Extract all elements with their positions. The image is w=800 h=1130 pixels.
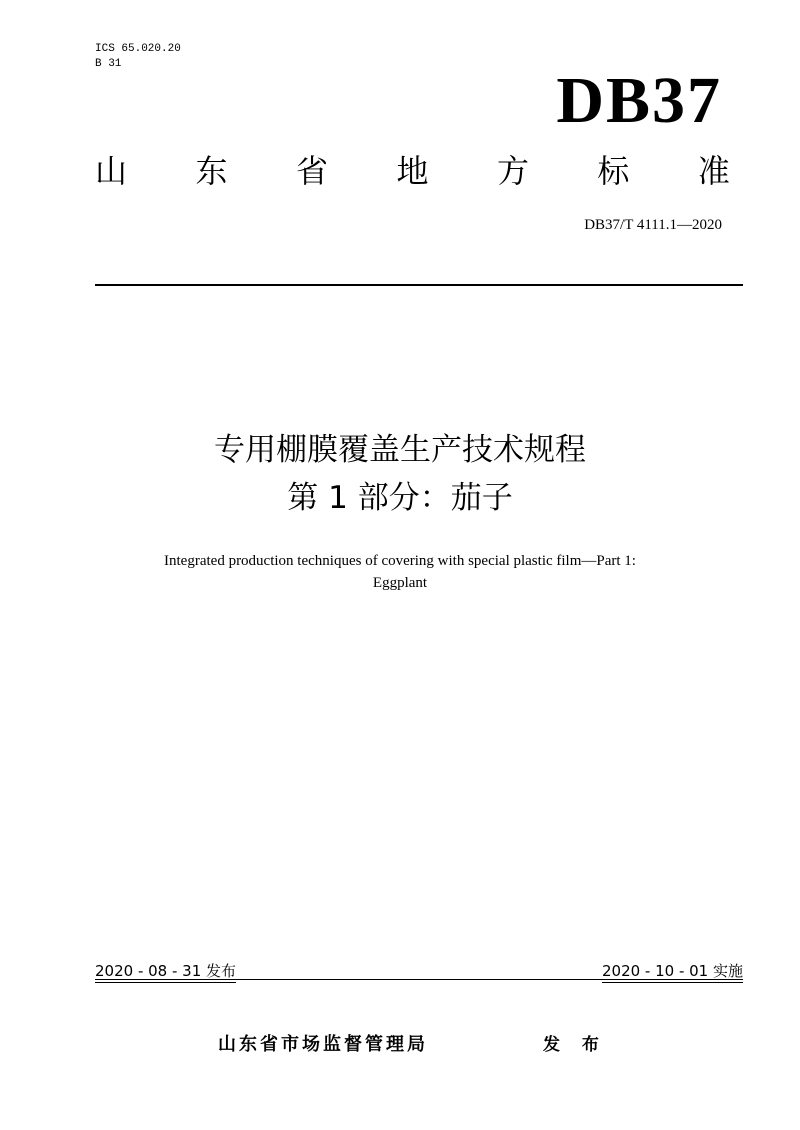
title-en-line: Integrated production techniques of covering with special plastic film—Part 1: — [164, 553, 636, 569]
standard-type-char: 方 — [496, 152, 529, 190]
issued-label: 发 布 — [543, 1035, 607, 1055]
standard-type-char: 山 — [95, 152, 128, 190]
standard-type-char: 地 — [396, 152, 429, 190]
document-title-cn: 专用棚膜覆盖生产技术规程 — [214, 432, 586, 468]
ccs-code: B 31 — [95, 58, 122, 70]
document-title-en — [0, 550, 800, 594]
footer-divider — [95, 979, 743, 980]
header-divider — [95, 284, 743, 286]
ics-code: ICS 65.020.20 — [95, 43, 181, 55]
release-date: 2020 - 08 - 31 发布 — [95, 960, 236, 983]
standard-type-char: 省 — [295, 152, 328, 190]
standard-number: DB37/T 4111.1—2020 — [584, 217, 722, 233]
implementation-date: 2020 - 10 - 01 实施 — [602, 960, 743, 983]
standard-type-char: 东 — [195, 152, 228, 190]
db37-logo: DB37 — [556, 64, 722, 137]
standard-type-heading — [95, 152, 730, 190]
standard-type-char: 准 — [697, 152, 730, 190]
title-en-line: Eggplant — [372, 575, 428, 591]
issuing-authority: 山东省市场监督管理局 — [218, 1034, 428, 1055]
classification-codes — [95, 42, 181, 72]
document-part-title-cn: 第 1 部分：茄子 — [287, 480, 513, 516]
standard-type-char: 标 — [597, 152, 630, 190]
